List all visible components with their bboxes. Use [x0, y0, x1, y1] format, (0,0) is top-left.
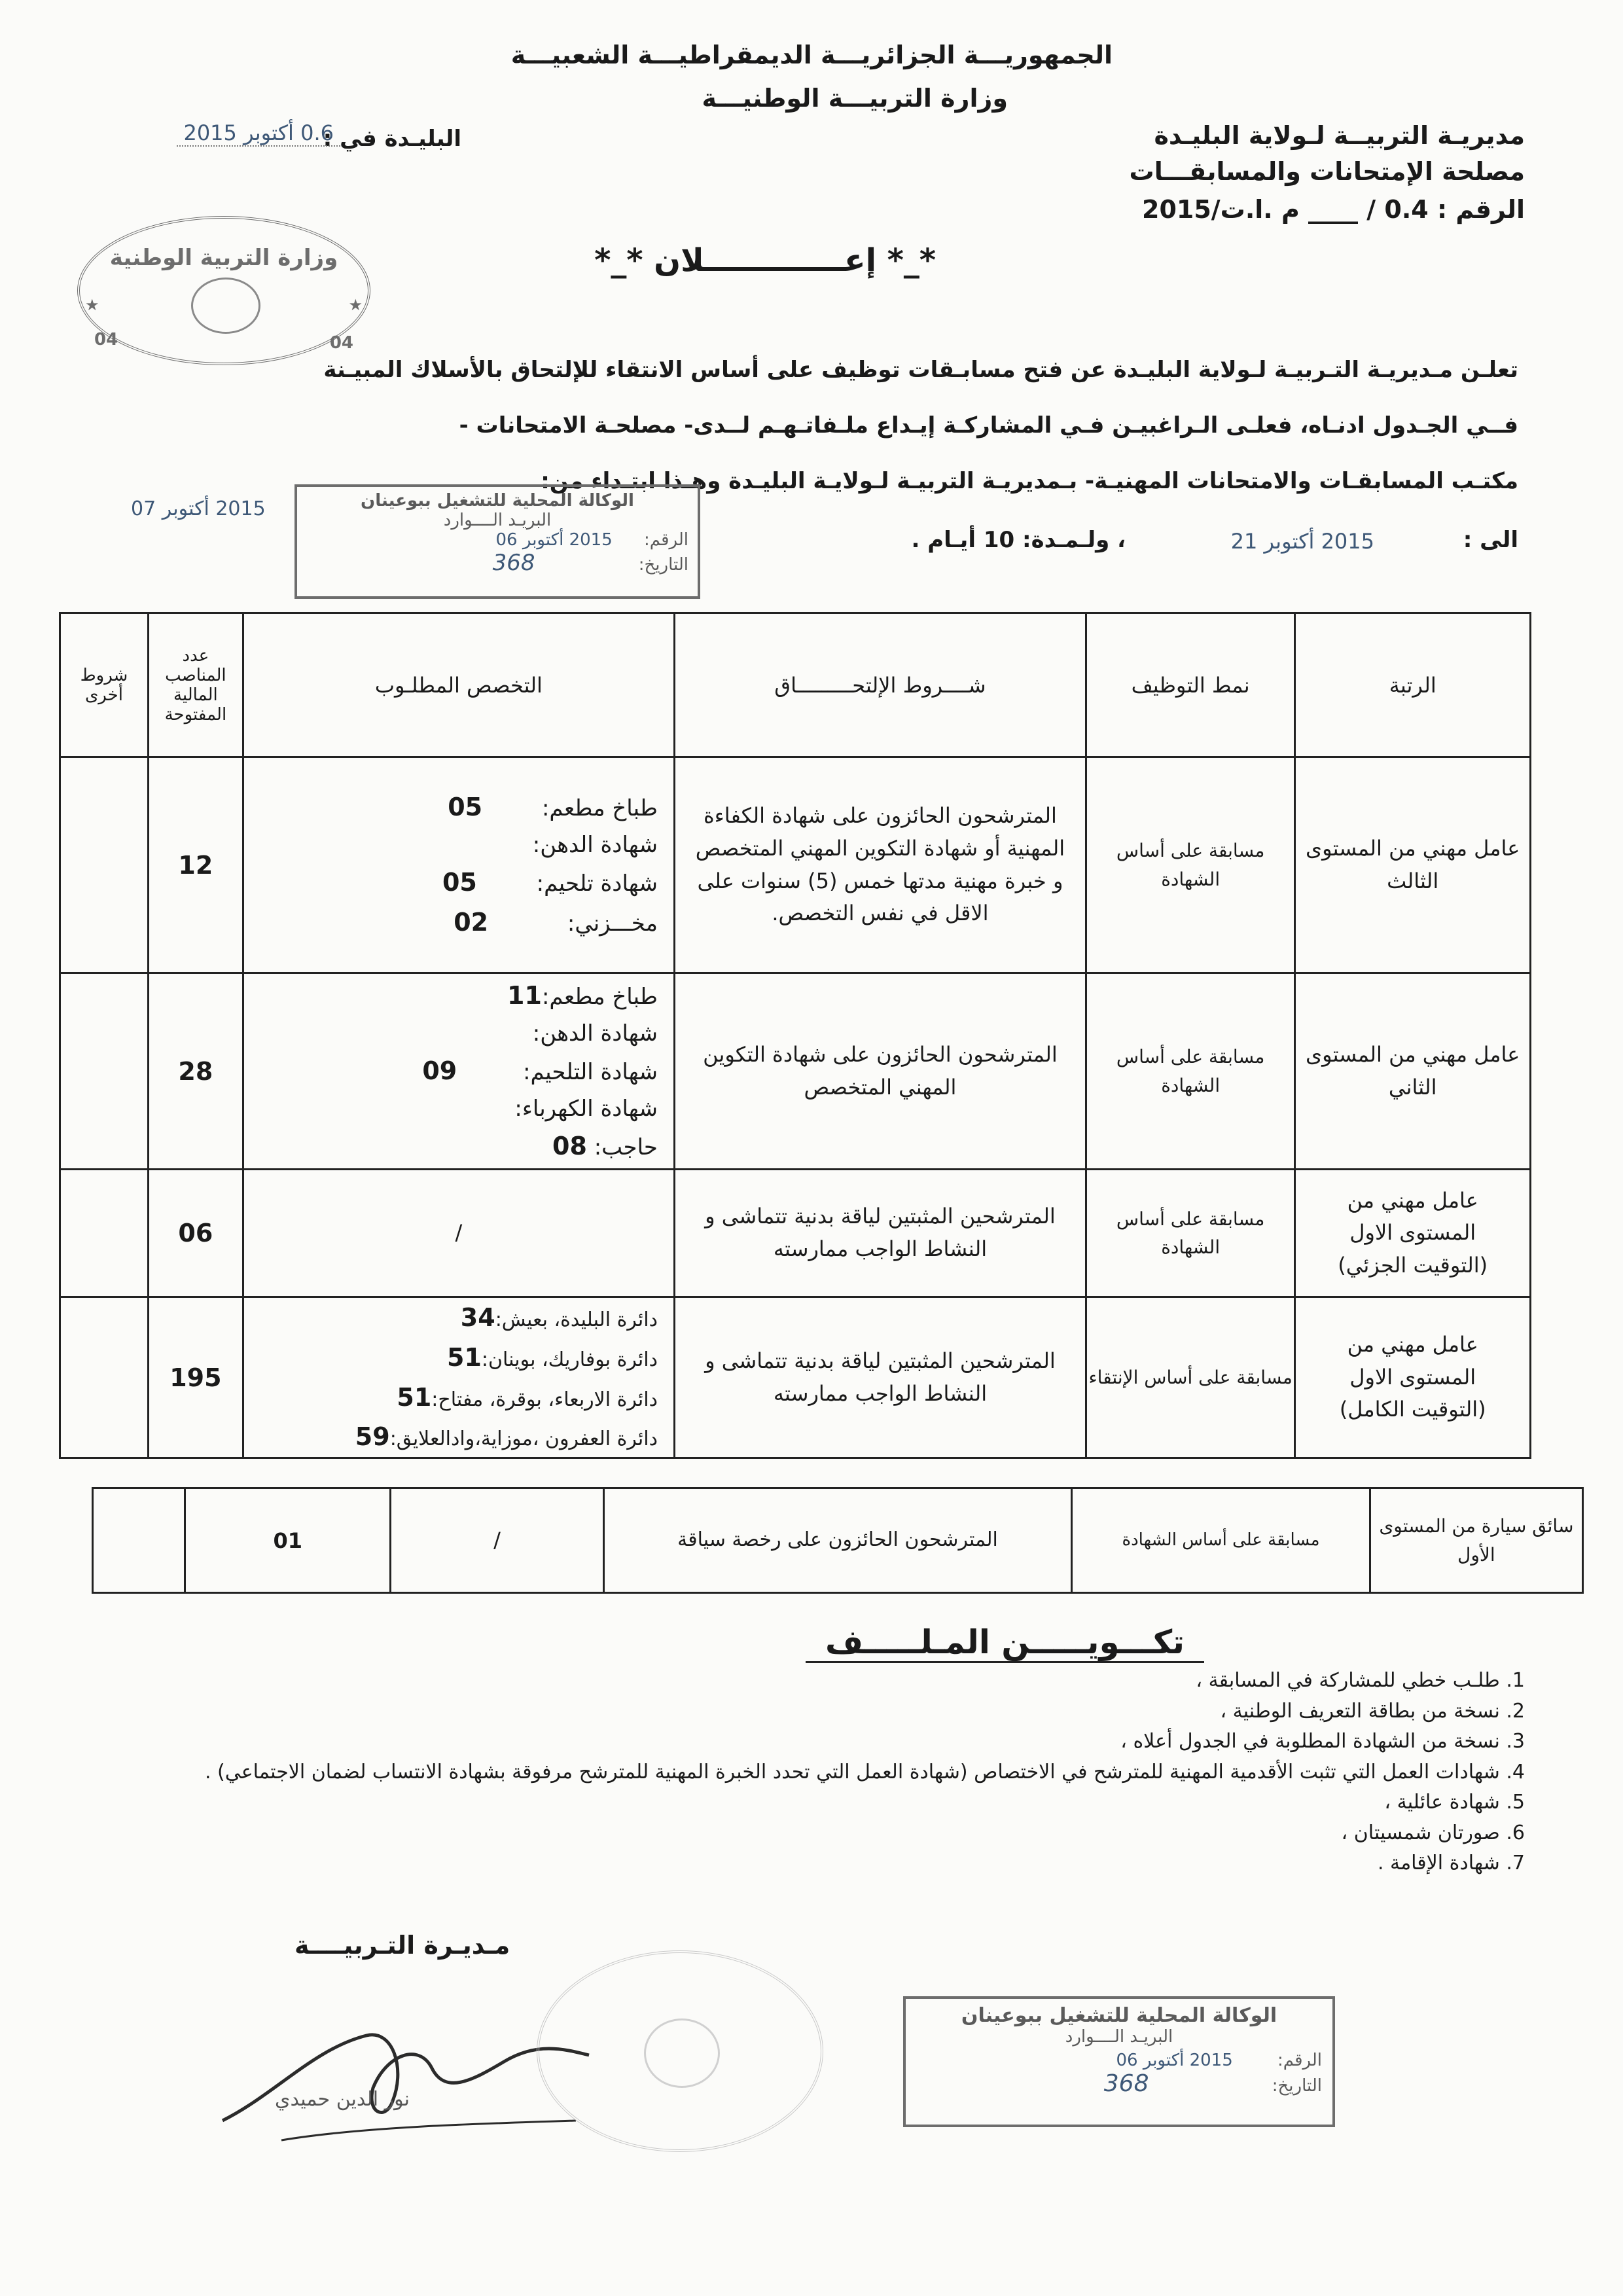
duration-label: ، ولـمـدة: [1022, 527, 1126, 553]
received-stamp-bottom [903, 1996, 1335, 2127]
duration [912, 527, 1126, 553]
table-header-row [60, 613, 1531, 757]
stamp-ref-number: 368 [492, 550, 535, 576]
stamp-date-row [306, 550, 688, 576]
republic-title: الجمهوريـــة الجزائريـــة الديمقراطيـــة الشعبيـــة [510, 41, 1113, 69]
header-other: شروط أخرى [60, 613, 149, 757]
stamp-date-label: التاريخ: [1272, 2076, 1322, 2096]
cell-conditions: المترشحون الحائزون على شهادة الكفاءة المهنية أو شهادة التكوين المهني المتخصص و خبرة مهنية مدتها خمس (5) سنوات على الاقل في نفس التخصص. [674, 757, 1086, 973]
cell-mode: مسابقة على أساس الشهادة [1072, 1488, 1370, 1593]
reference-number [1142, 195, 1525, 224]
to-label: الى : [1463, 527, 1518, 553]
specialty-item: دائرة العفرون ،موزاية،وادالعلايق:59 [355, 1422, 658, 1452]
cell-other [60, 1297, 149, 1458]
seal-number-left: 04 [94, 330, 118, 350]
stamp-ref-row [306, 530, 688, 550]
seal-emblem-icon [644, 2018, 720, 2088]
stamp-ref-label: الرقم: [644, 530, 688, 550]
cell-specialty: / [391, 1488, 603, 1593]
signature-title: مـديـرة التـربيــــة [294, 1931, 510, 1960]
cell-posts: 12 [148, 757, 243, 973]
received-stamp-top [294, 484, 700, 599]
list-item: 5. شهادة عائلية ، [1384, 1791, 1525, 1814]
stamp-date: 2015 أكتوبر 06 [1116, 2051, 1233, 2070]
positions-table [59, 612, 1531, 1459]
extra-positions-table [92, 1487, 1584, 1594]
table-row [60, 757, 1531, 973]
list-item: 2. نسخة من بطاقة التعريف الوطنية ، [1220, 1699, 1525, 1723]
specialty-item: شهادة الدهن: [532, 831, 658, 858]
cell-grade: سائق سيارة من المستوى الأول [1370, 1488, 1582, 1593]
duration-value: 10 أيـام . [911, 527, 1015, 553]
cell-posts: 28 [148, 973, 243, 1170]
header-posts: عدد المناصب المالية المفتوحة [148, 613, 243, 757]
seal-text: وزارة التربية الوطنية [109, 245, 338, 271]
specialty-item: طباخ مطعم:11 [507, 980, 658, 1010]
table-row [60, 1297, 1531, 1458]
cell-other [60, 757, 149, 973]
header-conditions: شــــروط الإلتحـــــــــاق [674, 613, 1086, 757]
specialty-item: شهادة الدهن: [532, 1020, 658, 1047]
stamp-ref-row [916, 2051, 1322, 2070]
cell-conditions: المترشحين المثبتين لياقة بدنية تتماشى و النشاط الواجب ممارسته [674, 1170, 1086, 1297]
cell-other [60, 973, 149, 1170]
date-to: 2015 أكتوبر 21 [1230, 529, 1374, 554]
cell-grade: عامل مهني من المستوى الاول (التوقيت الجزئي) [1295, 1170, 1531, 1297]
seal-emblem-icon [191, 278, 260, 334]
announcement-title: *_* إعـــــــــــــلان *_* [594, 242, 936, 279]
cell-specialty [243, 1297, 674, 1458]
official-seal [77, 216, 370, 365]
specialty-item: حاجب: 08 [552, 1132, 658, 1161]
announcement-line-1: تعلـن مـديريـة التـربيـة لـولاية البليـدة عن فتح مسابـقات توظيف على أساس الانتقاء للإلتحاق بالأسلاك المبيـنة [323, 357, 1518, 383]
file-section-title: تكـــويـــــن المـلـــــف [806, 1623, 1204, 1663]
specialty-item: شهادة التلحيم: 09 [422, 1056, 658, 1086]
header-mode: نمط التوظيف [1086, 613, 1295, 757]
documents-list [183, 1666, 1525, 1879]
cell-mode: مسابقة على أساس الشهادة [1086, 757, 1295, 973]
header-specialty: التخصص المطلـوب [243, 613, 674, 757]
announcement-line-3: مكتـب المسابقـات والامتحانات المهنيـة- بـمديريـة التربيـة لـولايـة البليـدة وهـذا ابتـداء من: [541, 468, 1518, 494]
stamp-date-label: التاريخ: [638, 555, 688, 575]
reference-label: الرقم : [1436, 195, 1525, 224]
seal-star-icon: ★ [85, 296, 99, 314]
stamp-agency-sub: البريـد الــــوارد [1065, 2027, 1173, 2047]
specialty-item: شهادة الكهرباء: [514, 1095, 658, 1122]
cell-other [93, 1488, 185, 1593]
stamp-date: 2015 أكتوبر 06 [495, 530, 613, 550]
directorate-name: مديريـة التربيــة لـولاية البليـدة [1154, 121, 1525, 150]
stamp-ref-number: 368 [1103, 2070, 1149, 2097]
table-row [93, 1488, 1583, 1593]
specialty-item: دائرة البليدة، بعيش:34 [460, 1303, 658, 1332]
cell-posts: 06 [148, 1170, 243, 1297]
cell-grade: عامل مهني من المستوى الثالث [1295, 757, 1531, 973]
announcement-line-2: فــي الجـدول ادنـاه، فعلـى الـراغبيـن فـي المشاركـة إيـداع ملـفاتـهـم لــدى- مصلحـة الامتحانات - [459, 412, 1518, 439]
seal-star-icon: ★ [348, 296, 363, 314]
header-grade: الرتبة [1295, 613, 1531, 757]
date-from: 2015 أكتوبر 07 [131, 497, 266, 520]
cell-mode: مسابقة على أساس الإنتقاء [1086, 1297, 1295, 1458]
cell-mode: مسابقة على أساس الشهادة [1086, 973, 1295, 1170]
cell-posts: 195 [148, 1297, 243, 1458]
seal-number-right: 04 [329, 333, 353, 353]
cell-posts: 01 [185, 1488, 390, 1593]
ministry-title: وزارة التربيـــة الوطنيـــة [702, 84, 1008, 113]
place-date [323, 126, 461, 152]
cell-mode: مسابقة على أساس الشهادة [1086, 1170, 1295, 1297]
stamp-agency-sub: البريـد الــــوارد [443, 511, 552, 530]
cell-specialty [243, 973, 674, 1170]
place-date-value: 0.6 أكتوبر 2015 [177, 120, 340, 147]
cell-conditions: المترشحون الحائزون على شهادة التكوين المهني المتخصص [674, 973, 1086, 1170]
stamp-ref-label: الرقم: [1277, 2051, 1322, 2070]
stamp-date-row [916, 2070, 1322, 2097]
cell-grade: عامل مهني من المستوى الثاني [1295, 973, 1531, 1170]
table-row [60, 1170, 1531, 1297]
specialty-item: طباخ مطعم: 05 [448, 793, 658, 822]
place-label: البليـدة في : [323, 126, 461, 152]
service-name: مصلحة الإمتحانات والمسابقـــات [1129, 157, 1525, 186]
specialty-item: شهادة تلحيم: 05 [442, 868, 658, 897]
list-item: 6. صورتان شمسيتان ، [1341, 1821, 1525, 1844]
table-row [60, 973, 1531, 1170]
list-item: 3. نسخة من الشهادة المطلوبة في الجدول أعلاه ، [1120, 1730, 1525, 1753]
list-item: 7. شهادة الإقامة . [1377, 1852, 1525, 1874]
list-item: 4. شهادات العمل التي تثبت الأقدمية المهنية للمترشح في الاختصاص (شهادة العمل التي تحدد الخبرة المهنية للمترشح مرفوقة بشهادة الانتساب لضمان الاجتماعي) . [204, 1760, 1525, 1784]
cell-grade: عامل مهني من المستوى الاول (التوقيت الكامل) [1295, 1297, 1531, 1458]
stamp-agency-name: الوكالة المحلية للتشغيل ببوعينان [361, 491, 634, 511]
cell-other [60, 1170, 149, 1297]
date-range-line [1463, 527, 1518, 553]
reference-value: 0.4 / ____ م .ا.ت/2015 [1142, 195, 1429, 224]
list-item: 1. طلـب خطي للمشاركة في المسابقة ، [1196, 1669, 1525, 1692]
cell-specialty [243, 757, 674, 973]
stamp-agency-name: الوكالة المحلية للتشغيل ببوعينان [961, 2004, 1277, 2027]
cell-conditions: المترشحون الحائزون على رخصة سياقة [603, 1488, 1072, 1593]
specialty-item: دائرة بوفاريك، بوينان:51 [447, 1342, 658, 1372]
signatory-name: نور الدين حميدي [275, 2088, 410, 2111]
specialty-item: دائرة الاربعاء، بوقرة، مفتاح:51 [397, 1382, 658, 1412]
specialty-item: مخـــزني: 02 [454, 908, 658, 937]
cell-conditions: المترشحين المثبتين لياقة بدنية تتماشى و النشاط الواجب ممارسته [674, 1297, 1086, 1458]
signature-seal [537, 1950, 823, 2152]
cell-specialty: / [243, 1170, 674, 1297]
